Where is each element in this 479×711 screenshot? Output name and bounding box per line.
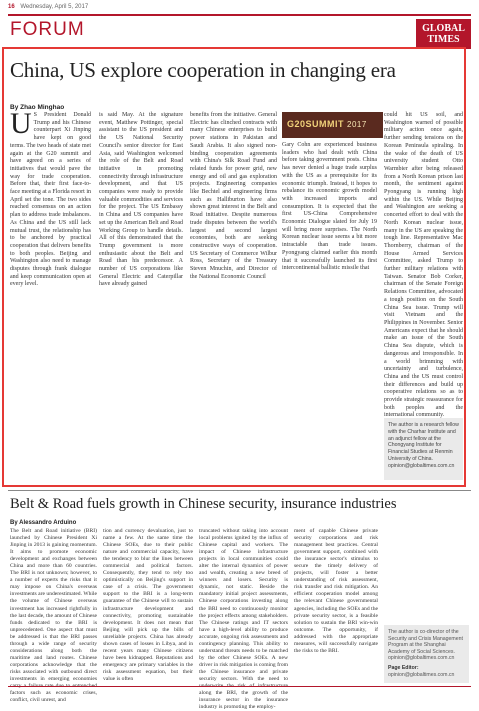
article2-column-5: [384, 528, 469, 620]
article1-column-3: [190, 112, 277, 317]
article2-col4-text: ment of capable Chinese private security corporations and risk management best practices. Central government support, combined with the insurance sector's stimulus to secure the timely delivery of projects, will foster a better understanding of risk assessment, risk transfer and risk mitigation. An efficient cooperation model among the relevant Chinese governmental agencies, including the SOEs and the private security sector, is a feasible solution to sustain the BRI win-win outcome. The opportunity, if addressed with the appropriate measures, will successfully navigate the risks to the BRI.: [294, 528, 378, 654]
article1-headline: China, US explore cooperation in changing era: [10, 58, 396, 82]
article1-column-2: [99, 112, 183, 317]
article2-column-2: [103, 528, 193, 683]
summit-label: G20SUMMIT: [287, 119, 345, 129]
page-number: 16: [8, 4, 15, 10]
article1-col2-text: is said May. At the signature event, Matthew Pottinger, special assistant to the US president and the US National Security Council's senior director for East Asia, said Washington welcomed the role of the Belt and Road initiative in promoting connectivity through infrastructure development, and that US companies were ready to provide valuable commodities and services for the project. The US Embassy in China and US companies have set up the American Belt and Road Working Group to handle details. All of this demonstrated that the Trump government is more enthusiastic about the Belt and Road than his predecessor. A number of US corporations like General Electric and Caterpillar have already gained: [99, 112, 183, 288]
article2-headline: Belt & Road fuels growth in Chinese security, insurance industries: [10, 496, 397, 512]
article2-col3-text: truncated without taking into account local problems ignited by the influx of Chinese capital and workers. The impact of Chinese infrastructure projects in local communities could alter the internal dynamics of power and wealth, creating a new breed of winners and losers. Security is dynamic, not static. Beside the mandatory initial project assessments, Chinese corporations investing along the BRI need to continuously monitor the project effects among stakeholders. The Chinese ratings and IT sectors have a high-level ability to produce accurate, ongoing risk assessments and contingency planning. This ability to understand threats needs to be matched by the other Chinese SOEs. A new driver in risk mitigation is coming from the Chinese insurance and private security sectors. With the need to along the BRI, the growth of the insurance sector in the insurance industry is promoting the employ-: [199, 528, 288, 711]
header-rule: [8, 14, 471, 16]
article2-byline: By Alessandro Arduino: [10, 520, 77, 526]
logo-line2: TIMES: [427, 34, 460, 45]
article2-column-1: [10, 528, 97, 704]
dropcap: U: [10, 107, 32, 140]
summit-year: 2017: [347, 120, 367, 129]
article1-col3-text: benefits from the initiative. General Electric has clinched contracts with many Chinese enterprises to build power stations in Pakistan and Saudi Arabia. It also signed non-binding cooperation agreements with China's Silk Road Fund and related funds for power grid, new energy and oil and gas exploration projects. Engineering companies like Bechtel and engineering firms such as Halliburton have also shown great interest in the Belt and Road initiative. Despite numerous trade disputes between the world's largest and second largest economies, both are seeking constructive ways of cooperation. US Secretary of Commerce Wilbur Ross, Secretary of the Treasury Steven Mnuchin, and Director of the National Economic Council: [190, 112, 277, 280]
article2-author-bio: [384, 625, 469, 683]
footer-rule: [8, 686, 471, 687]
article2-col1-text: The Belt and Road initiative (BRI) launched by Chinese President Xi Jinping in 2013 is gaining momentum. It aims to promote economic development and exchanges between China and more than 60 countries. The BRI is not unknown; however, to a number of experts the risks that it may impose on China's overseas investments are underestimated. While the volume of Chinese overseas investment has increased rightfully in the last decade, the amount of Chinese funds dedicated to the BRI is unprecedented. One aspect that must be addressed is that the BRI passes through a wide range of security considerations along both the maritime and land routes. Chinese corporations acknowledge that the risks associated with outbound direct investments in emerging economies factors such as economic crises, conflict, civil unrest, and: [10, 528, 97, 704]
article2-column-3: [199, 528, 288, 711]
logo-line1: GLOBAL: [422, 23, 465, 34]
article2-column-4: [294, 528, 378, 683]
article1-column-5: [384, 112, 463, 419]
article1-col1-text: S President Donald Trump and his Chinese counterpart Xi Jinping have kept on good terms. The two heads of state met again at the G20 summit and have agreed on a series of initiatives that would pave the way for trade cooperation. Before that, their first face-to-face meeting at a Florida resort in April set the tone. The two sides reached consensus on an action plan to address trade imbalances. As China and the US still lack mutual trust, the relationship has to be anchored by practical cooperation that delivers benefits to both peoples. Beijing and Washington also need to manage disputes through frank dialogue and keep communication open at every level.: [10, 112, 91, 288]
article1-author-bio: The author is a research fellow with the Charhar Institute and an adjunct fellow at the Chongyang Institute for Financial Studies at Renmin University of China. opinion@globaltimes.com.cn: [384, 418, 463, 480]
article1-byline: By Zhao Minghao: [10, 104, 65, 111]
article2-col2-text: tion and currency devaluation, just to name a few. At the same time the Chinese SOEs, due to their public nature and commercial capacity, have the tendency to blur the lines between commercial and political factors. Consequently, they tend to rely too optimistically on Beijing's support in case of a crisis. The government support to the BRI is a long-term guarantee of the Chinese will to sustain infrastructure development and connectivity, promoting sustainable development. It does not mean that Beijing will pick up the bills of unreliable projects. China has already shown cases of losses in Libya, and in recent years many Chinese citizens have been kidnapped. Reputations and emergency are primary variables in the risk assessment equation, but their value is often: [103, 528, 193, 682]
global-times-logo: [416, 19, 471, 49]
g20-summit-banner: [282, 112, 383, 138]
article-separator: [8, 490, 471, 491]
article1-column-4: [282, 142, 377, 482]
page-header-line: [8, 4, 471, 14]
page-editor-email: opinion@globaltimes.com.cn: [388, 671, 455, 678]
article1-col4-text: Gary Cohn are experienced business leaders who had dealt with China before taking government posts. China has never denied a huge trade surplus with the US as a prerequisite for its economic triumph. Instead, it hopes to rebalance its economic growth model with increased imports and consumption. It is expected that the first US-China Comprehensive Economic Dialogue slated for July 19 will bring more surprises. The North Korean nuclear issue seems a bit more intractable than trade issues. Pyongyang claimed earlier this month that it successfully launched its first intercontinental ballistic missile that: [282, 142, 377, 272]
article2-bio-text: The author is co-director of the Security and Crisis Management Program at the Shanghai Academy of Social Sciences. opinion@globaltimes.com.cn: [388, 629, 463, 662]
section-title: FORUM: [10, 19, 85, 40]
article1-col5-text: could hit US soil, and Washington warned of possible military action once again, further sending tensions on the Korean Peninsula spiraling. In the wake of the death of US university student Otto Warmbier after being released from a North Korean prison last month, the sentiment against Pyongyang is running high within the US. While Beijing and Washington are seeking a concerted effort to deal with the North Korean nuclear issue, many in the US are speaking the tough line. Representative Mac Thornberry, chairman of the House Armed Services Committee, asked Trump to further military relations with Taiwan. Senator Bob Corker, chairman of the Senate Foreign Relations Committee, advocated a tough position on the South China Sea issue. Trump will visit Vietnam and the Philippines in November. Senior Americans expect that he should make an issue of the South China Sea dispute, which is dangerous and irresponsible. In a world brimming with uncertainty and turbulence, China and the US must control their differences and build up cooperative relations so as to provide strategic reassurance for both peoples and the international community.: [384, 112, 463, 419]
page-editor-label: Page Editor:: [388, 664, 419, 671]
date-line: Wednesday, April 5, 2017: [20, 4, 89, 10]
